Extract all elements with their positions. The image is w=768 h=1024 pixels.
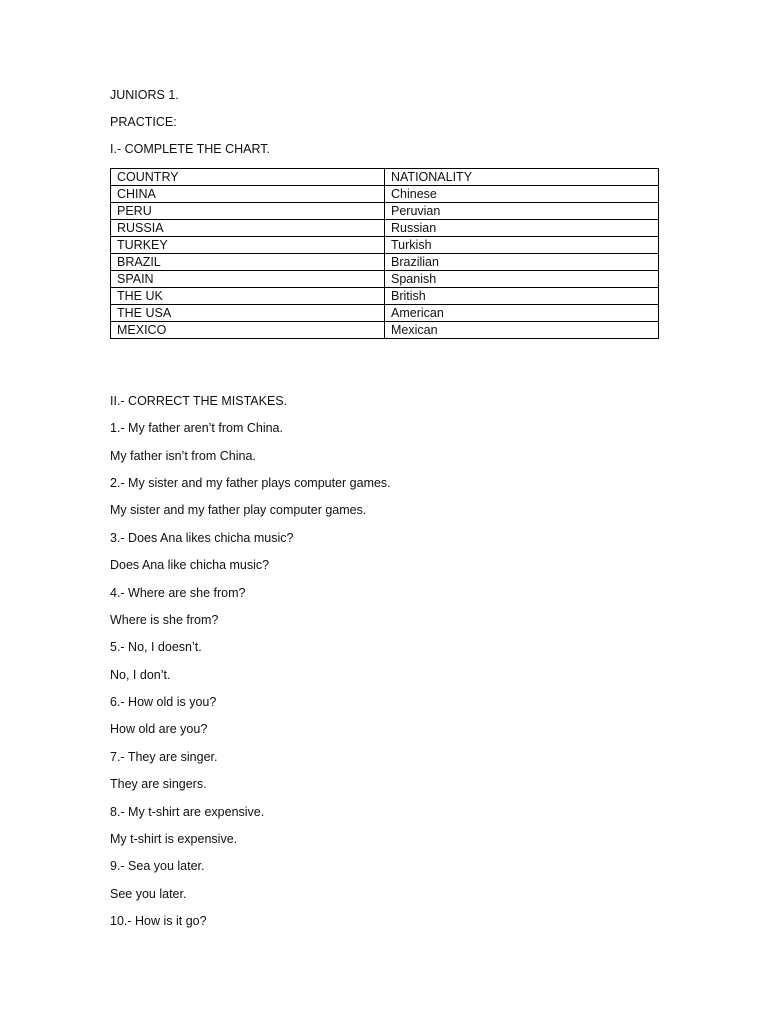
nationality-cell: Brazilian xyxy=(385,254,659,271)
table-row xyxy=(111,254,659,271)
table-row xyxy=(111,305,659,322)
table-row xyxy=(111,237,659,254)
country-cell: SPAIN xyxy=(111,271,385,288)
mistake-line: 6.- How old is you? xyxy=(110,695,217,709)
correction-line: Does Ana like chicha music? xyxy=(110,558,270,572)
mistake-line: 8.- My t-shirt are expensive. xyxy=(110,805,265,819)
country-cell: TURKEY xyxy=(111,237,385,254)
nationality-cell: Peruvian xyxy=(385,203,659,220)
nationality-cell: Russian xyxy=(385,220,659,237)
correction-line: Where is she from? xyxy=(110,613,219,627)
table-row xyxy=(111,220,659,237)
mistake-line: 9.- Sea you later. xyxy=(110,859,205,873)
document-title: JUNIORS 1. xyxy=(110,88,179,102)
nationality-cell: British xyxy=(385,288,659,305)
column-header-nationality: NATIONALITY xyxy=(385,169,659,186)
country-cell: CHINA xyxy=(111,186,385,203)
country-cell: THE UK xyxy=(111,288,385,305)
correction-line: My t-shirt is expensive. xyxy=(110,832,238,846)
correction-line: See you later. xyxy=(110,887,187,901)
section1-heading: I.- COMPLETE THE CHART. xyxy=(110,142,270,156)
country-cell: RUSSIA xyxy=(111,220,385,237)
nationality-cell: Mexican xyxy=(385,322,659,339)
correction-line: How old are you? xyxy=(110,722,208,736)
country-nationality-table xyxy=(110,168,659,339)
column-header-country: COUNTRY xyxy=(111,169,385,186)
table-header-row xyxy=(111,169,659,186)
mistake-line: 7.- They are singer. xyxy=(110,750,218,764)
mistake-line: 4.- Where are she from? xyxy=(110,586,246,600)
country-cell: PERU xyxy=(111,203,385,220)
document-subtitle: PRACTICE: xyxy=(110,115,177,129)
mistake-line: 3.- Does Ana likes chicha music? xyxy=(110,531,294,545)
country-cell: BRAZIL xyxy=(111,254,385,271)
correction-line: No, I don’t. xyxy=(110,668,171,682)
nationality-cell: Chinese xyxy=(385,186,659,203)
country-cell: MEXICO xyxy=(111,322,385,339)
table-row xyxy=(111,186,659,203)
nationality-cell: Turkish xyxy=(385,237,659,254)
table-row xyxy=(111,322,659,339)
country-cell: THE USA xyxy=(111,305,385,322)
correction-line: They are singers. xyxy=(110,777,207,791)
nationality-cell: American xyxy=(385,305,659,322)
nationality-cell: Spanish xyxy=(385,271,659,288)
mistake-line: 10.- How is it go? xyxy=(110,914,207,928)
correction-line: My father isn’t from China. xyxy=(110,449,256,463)
correction-line: My sister and my father play computer games. xyxy=(110,503,367,517)
mistake-line: 2.- My sister and my father plays computer games. xyxy=(110,476,391,490)
table-row xyxy=(111,288,659,305)
section2-heading: II.- CORRECT THE MISTAKES. xyxy=(110,394,288,408)
mistake-line: 1.- My father aren’t from China. xyxy=(110,421,283,435)
mistake-line: 5.- No, I doesn’t. xyxy=(110,640,202,654)
table-row xyxy=(111,203,659,220)
table-row xyxy=(111,271,659,288)
